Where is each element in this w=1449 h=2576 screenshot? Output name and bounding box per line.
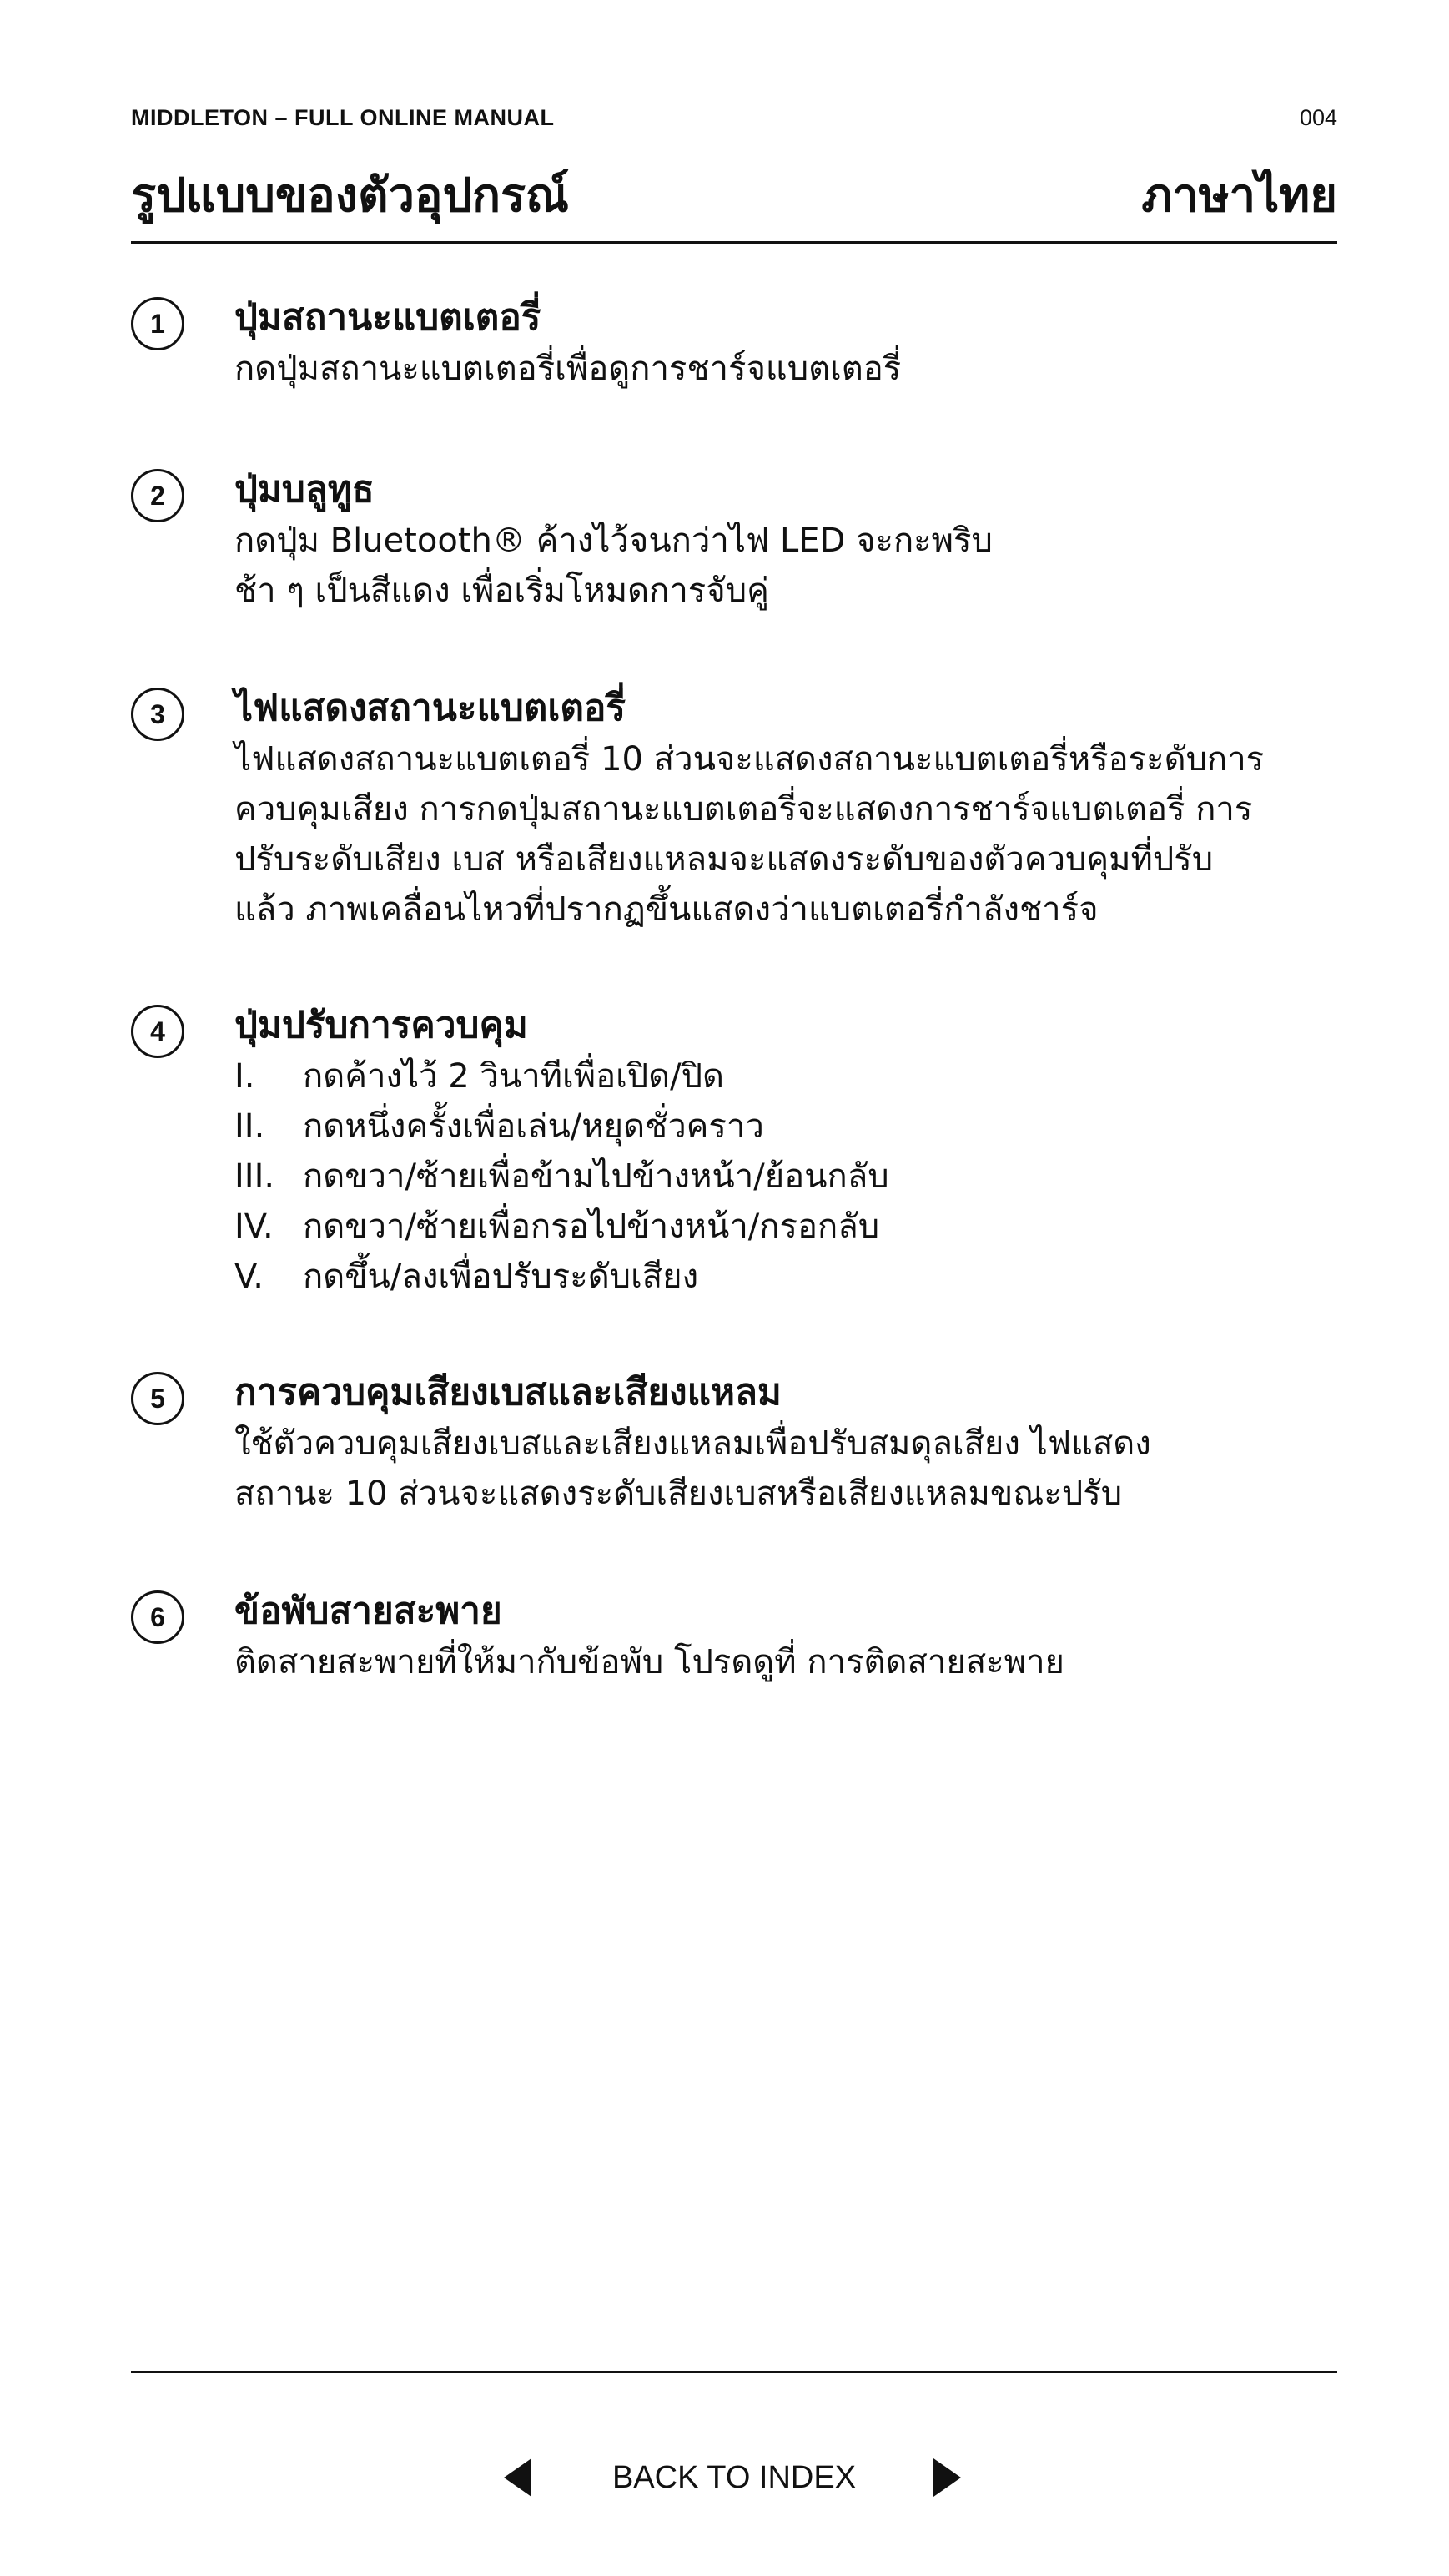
list-item (234, 1152, 1337, 1202)
language-label: ภาษาไทย (1141, 169, 1337, 223)
item-text: ควบคุมเสียง การกดปุ่มสถานะแบตเตอรี่จะแสดงการชาร์จแบตเตอรี่ การ (234, 790, 1253, 829)
list-item (234, 1051, 1337, 1101)
footer-navigation (0, 2453, 1449, 2503)
page-number: 004 (1299, 105, 1337, 130)
item-text: แล้ว ภาพเคลื่อนไหวที่ปรากฏขึ้นแสดงว่าแบตเตอรี่กำลังชาร์จ (234, 890, 1099, 929)
item-number-badge: 6 (131, 1590, 184, 1644)
control-list (234, 1051, 1337, 1302)
item-number-badge: 2 (131, 469, 184, 522)
item-text: ช้า ๆ เป็นสีแดง เพื่อเริ่มโหมดการจับคู่ (234, 572, 769, 610)
item-number-badge: 4 (131, 1005, 184, 1058)
previous-page-arrow-icon[interactable] (504, 2458, 531, 2497)
item-text: กดปุ่ม Bluetooth® ค้างไว้จนกว่าไฟ LED จะกะพริบ (234, 522, 993, 560)
item-heading: ปุ่มสถานะแบตเตอรี่ (234, 296, 541, 339)
list-item (234, 1252, 1337, 1302)
item-heading: ไฟแสดงสถานะแบตเตอรี่ (234, 687, 626, 729)
item-text: สถานะ 10 ส่วนจะแสดงระดับเสียงเบสหรือเสียงแหลมขณะปรับ (234, 1475, 1123, 1513)
list-item-text: กดหนึ่งครั้งเพื่อเล่น/หยุดชั่วคราว (303, 1107, 764, 1146)
item-heading: ปุ่มบลูทูธ (234, 468, 375, 511)
item-text: ใช้ตัวควบคุมเสียงเบสและเสียงแหลมเพื่อปรับสมดุลเสียง ไฟแสดง (234, 1424, 1151, 1463)
item-number-badge: 1 (131, 297, 184, 350)
back-to-index-link[interactable]: BACK TO INDEX (611, 2460, 857, 2495)
item-text: กดปุ่มสถานะแบตเตอรี่เพื่อดูการชาร์จแบตเตอรี่ (234, 350, 902, 388)
item-heading: ปุ่มปรับการควบคุม (234, 1004, 528, 1046)
next-page-arrow-icon[interactable] (933, 2458, 961, 2497)
list-item-text: กดขวา/ซ้ายเพื่อข้ามไปข้างหน้า/ย้อนกลับ (303, 1157, 889, 1196)
item-heading: การควบคุมเสียงเบสและเสียงแหลม (234, 1371, 782, 1414)
title-row (131, 167, 1337, 227)
header-divider (131, 241, 1337, 244)
page-title: รูปแบบของตัวอุปกรณ์ (131, 169, 569, 223)
footer-divider (131, 2371, 1337, 2373)
list-marker: I. (234, 1057, 255, 1096)
list-item-text: กดขวา/ซ้ายเพื่อกรอไปข้างหน้า/กรอกลับ (303, 1207, 880, 1246)
item-heading: ข้อพับสายสะพาย (234, 1590, 502, 1632)
list-marker: V. (234, 1258, 264, 1296)
item-number-badge: 3 (131, 688, 184, 741)
running-head: MIDDLETON – FULL ONLINE MANUAL (131, 105, 555, 130)
list-item (234, 1202, 1337, 1252)
list-marker: II. (234, 1107, 265, 1146)
item-text: ไฟแสดงสถานะแบตเตอรี่ 10 ส่วนจะแสดงสถานะแบตเตอรี่หรือระดับการ (234, 740, 1265, 779)
list-marker: III. (234, 1157, 275, 1196)
list-item (234, 1101, 1337, 1152)
item-number-badge: 5 (131, 1372, 184, 1425)
item-text: ติดสายสะพายที่ให้มากับข้อพับ โปรดดูที่ การติดสายสะพาย (234, 1643, 1064, 1681)
list-item-text: กดขึ้น/ลงเพื่อปรับระดับเสียง (303, 1258, 699, 1296)
list-item-text: กดค้างไว้ 2 วินาทีเพื่อเปิด/ปิด (303, 1057, 724, 1096)
item-text: ปรับระดับเสียง เบส หรือเสียงแหลมจะแสดงระดับของตัวควบคุมที่ปรับ (234, 840, 1214, 879)
list-marker: IV. (234, 1207, 274, 1246)
